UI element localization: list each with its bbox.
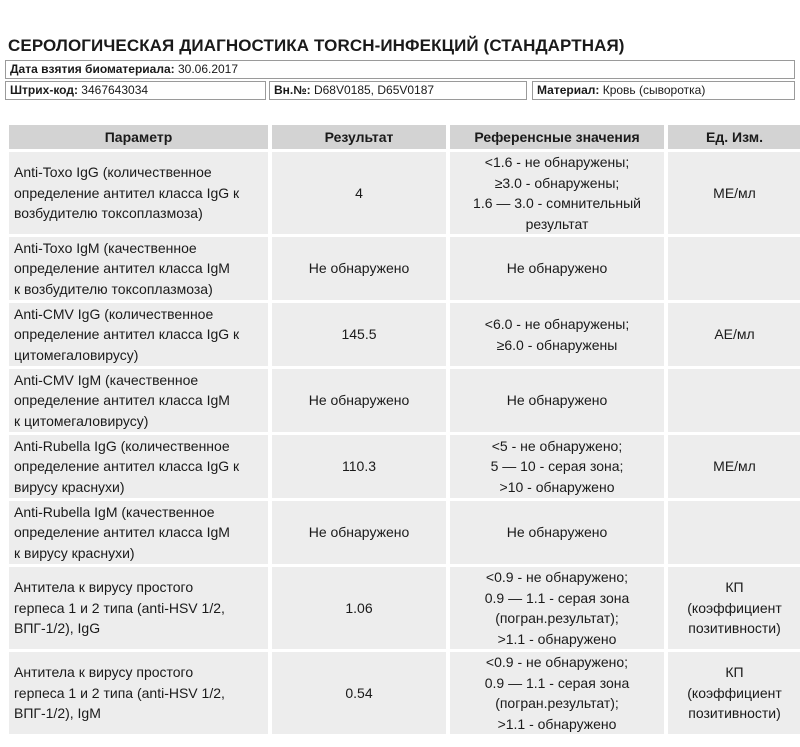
date-label: Дата взятия биоматериала: (10, 62, 175, 76)
parameter-cell (9, 567, 268, 649)
material-label: Материал: (537, 83, 600, 97)
reference-cell (450, 237, 664, 300)
parameter-cell-line: возбудителю токсоплазмоза) (14, 205, 203, 222)
parameter-cell (9, 303, 268, 366)
table-row (9, 435, 800, 498)
table-row (9, 303, 800, 366)
unit-cell (668, 152, 800, 234)
parameter-cell-line: Anti-CMV IgG (количественное (14, 305, 214, 322)
parameter-cell-line: определение антител класса IgG к (14, 458, 240, 475)
barcode-value: 3467643034 (81, 83, 149, 97)
reference-cell-line: Не обнаружено (506, 524, 608, 541)
reference-cell (450, 152, 664, 234)
header-unit: Ед. Изм. (668, 125, 800, 149)
reference-cell-line: >10 - обнаружено (499, 478, 615, 495)
reference-cell-line: результат (525, 215, 589, 232)
unit-cell-line: позитивности) (688, 705, 781, 722)
unit-cell-line: КП (725, 664, 744, 681)
parameter-cell-line: Антитела к вирусу простого (14, 664, 194, 681)
material-field (532, 81, 795, 100)
parameter-cell-line: Anti-CMV IgM (качественное (14, 371, 199, 388)
parameter-cell-line: вирусу краснухи) (14, 478, 125, 495)
table-row (9, 652, 800, 734)
unit-cell-line: МЕ/мл (713, 458, 756, 475)
unit-cell (668, 435, 800, 498)
parameter-cell-line: герпеса 1 и 2 типа (anti-HSV 1/2, (14, 684, 225, 701)
result-cell: Не обнаружено (272, 369, 446, 432)
reference-cell-line: 0.9 — 1.1 - серая зона (484, 674, 630, 691)
reference-cell-line: <5 - не обнаружено; (491, 437, 623, 454)
unit-cell (668, 237, 800, 300)
reference-cell-line: Не обнаружено (506, 392, 608, 409)
table-row (9, 567, 800, 649)
parameter-cell-line: герпеса 1 и 2 типа (anti-HSV 1/2, (14, 599, 225, 616)
header-reference: Референсные значения (450, 125, 664, 149)
unit-cell (668, 369, 800, 432)
parameter-cell-line: определение антител класса IgM (14, 260, 230, 277)
reference-cell (450, 369, 664, 432)
table-row (9, 501, 800, 564)
table-row (9, 369, 800, 432)
unit-cell-line: МЕ/мл (713, 184, 756, 201)
parameter-cell-line: Anti-Rubella IgM (качественное (14, 503, 215, 520)
parameter-cell-line: к цитомегаловирусу) (14, 412, 149, 429)
parameter-cell (9, 652, 268, 734)
unit-cell (668, 303, 800, 366)
barcode-field (5, 81, 266, 100)
result-cell: 0.54 (272, 652, 446, 734)
page-title: СЕРОЛОГИЧЕСКАЯ ДИАГНОСТИКА TORCH-ИНФЕКЦИЙ (СТАНДАРТНАЯ) (8, 36, 625, 55)
unit-cell-line: (коэффициент (687, 599, 782, 616)
unit-cell-line: АЕ/мл (714, 326, 755, 343)
unit-cell (668, 652, 800, 734)
parameter-cell (9, 152, 268, 234)
result-cell: 4 (272, 152, 446, 234)
vn-field (269, 81, 527, 100)
reference-cell-line: 0.9 — 1.1 - серая зона (484, 589, 630, 606)
vn-value: D68V0185, D65V0187 (313, 83, 435, 97)
result-cell: Не обнаружено (272, 237, 446, 300)
barcode-label: Штрих-код: (10, 83, 78, 97)
parameter-cell-line: ВПГ-1/2), IgG (14, 620, 101, 637)
reference-cell-line: >1.1 - обнаружено (497, 715, 617, 732)
header-parameter: Параметр (9, 125, 268, 149)
table-body (9, 152, 800, 734)
reference-cell-line: <6.0 - не обнаружены; (484, 316, 630, 332)
reference-cell-line: Не обнаружено (506, 260, 608, 277)
reference-cell (450, 303, 664, 366)
parameter-cell-line: к возбудителю токсоплазмоза) (14, 280, 213, 297)
reference-cell-line: ≥6.0 - обнаружены (496, 336, 618, 353)
header-result: Результат (272, 125, 446, 149)
result-cell: 110.3 (272, 435, 446, 498)
reference-cell (450, 501, 664, 564)
parameter-cell-line: цитомегаловирусу) (14, 346, 139, 363)
parameter-cell-line: Антитела к вирусу простого (14, 579, 194, 596)
reference-cell-line: (погран.результат); (495, 610, 619, 626)
date-field (5, 60, 795, 79)
result-cell: 145.5 (272, 303, 446, 366)
unit-cell (668, 501, 800, 564)
reference-cell (450, 435, 664, 498)
results-table (5, 122, 800, 737)
reference-cell-line: >1.1 - обнаружено (497, 630, 617, 647)
reference-cell-line: <1.6 - не обнаружены; (484, 154, 630, 170)
vn-label: Вн.№: (274, 83, 311, 97)
parameter-cell (9, 435, 268, 498)
reference-cell (450, 567, 664, 649)
reference-cell-line: <0.9 - не обнаружено; (485, 569, 629, 585)
parameter-cell-line: определение антител класса IgM (14, 524, 230, 541)
material-value: Кровь (сыворотка) (602, 83, 706, 97)
parameter-cell-line: определение антител класса IgG к (14, 184, 240, 201)
unit-cell-line: КП (725, 579, 744, 596)
reference-cell-line: (погран.результат); (495, 695, 619, 711)
parameter-cell-line: Anti-Toxo IgG (количественное (14, 164, 212, 181)
reference-cell-line: <0.9 - не обнаружено; (485, 654, 629, 670)
parameter-cell-line: к вирусу краснухи) (14, 544, 135, 561)
unit-cell-line: (коэффициент (687, 684, 782, 701)
parameter-cell-line: определение антител класса IgM (14, 392, 230, 409)
reference-cell-line: 1.6 — 3.0 - сомнительный (473, 195, 641, 211)
parameter-cell (9, 369, 268, 432)
reference-cell-line: 5 — 10 - серая зона; (490, 458, 624, 475)
parameter-cell (9, 501, 268, 564)
reference-cell-line: ≥3.0 - обнаружены; (494, 174, 620, 191)
table-row (9, 237, 800, 300)
result-cell: 1.06 (272, 567, 446, 649)
unit-cell-line: позитивности) (688, 620, 781, 637)
table-row (9, 152, 800, 234)
reference-cell (450, 652, 664, 734)
result-cell: Не обнаружено (272, 501, 446, 564)
parameter-cell-line: Anti-Rubella IgG (количественное (14, 437, 230, 454)
date-value: 30.06.2017 (177, 62, 239, 76)
parameter-cell-line: Anti-Toxo IgM (качественное (14, 239, 197, 256)
parameter-cell (9, 237, 268, 300)
table-header-row (9, 125, 800, 149)
parameter-cell-line: ВПГ-1/2), IgM (14, 705, 101, 722)
parameter-cell-line: определение антител класса IgG к (14, 326, 240, 343)
unit-cell (668, 567, 800, 649)
